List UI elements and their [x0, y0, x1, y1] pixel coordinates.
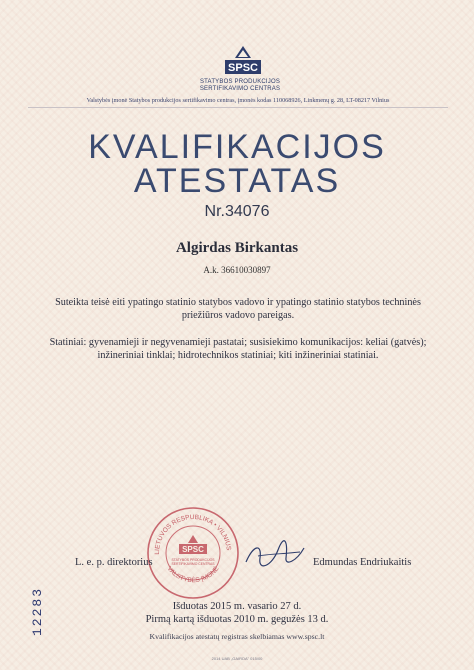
header-divider — [28, 107, 448, 108]
institution-line: Valstybės įmonė Statybos produkcijos sertifikavimo centras, įmonės kodas 110068926, Linkmenų g. 28, LT-08217 Vilnius — [86, 97, 390, 104]
stamp-inner-sub-1: STATYBOS PRODUKCIJOS — [171, 558, 215, 562]
logo-subtitle-line-1: STATYBOS PRODUKCIJOS — [199, 79, 281, 85]
holder-name: Algirdas Birkantas — [175, 240, 299, 256]
logo-text: SPSC — [228, 62, 258, 74]
official-stamp — [145, 505, 241, 601]
stamp-inner-logo: SPSC — [182, 545, 204, 554]
logo-subtitle — [180, 79, 300, 93]
first-issue-date: Pirmą kartą išduotas 2010 m. gegužės 13 d. — [145, 614, 329, 625]
spsc-logo — [221, 44, 265, 84]
handwritten-signature — [242, 536, 312, 572]
title-line-2: ATESTATAS — [133, 162, 341, 200]
certificate-number: Nr.34076 — [204, 203, 270, 220]
registry-note: Kvalifikacijos atestatų registras skelbiamas www.spsc.lt — [149, 632, 325, 641]
serial-number: 12283 — [30, 586, 45, 636]
stamp-outer-text: LIETUVOS RESPUBLIKA • VILNIUS — [153, 513, 232, 555]
title-line-1: KVALIFIKACIJOS — [88, 128, 386, 166]
signatory-name: Edmundas Endriukaitis — [313, 557, 412, 568]
issue-date: Išduotas 2015 m. vasario 27 d. — [172, 601, 302, 612]
scope-text: Statiniai: gyvenamieji ir negyvenamieji pastatai; susisiekimo komunikacijos: keliai (gatvės); inžineriniai tinklai; hidrotechnikos statiniai; kiti inžineriniai statiniai. — [49, 337, 427, 361]
grant-text: Suteikta teisė eiti ypatingo statinio statybos vadovo ir ypatingo statinio statybos techninės priežiūros vadovo pareigas. — [55, 297, 421, 321]
personal-code: A.k. 36610030897 — [203, 265, 271, 275]
logo-subtitle-line-2: SERTIFIKAVIMO CENTRAS — [199, 86, 281, 92]
svg-text:VALSTYBĖS ĮMONĖ — [166, 564, 221, 585]
signatory-title: L. e. p. direktorius — [75, 557, 153, 568]
stamp-bottom-text: VALSTYBĖS ĮMONĖ — [165, 565, 221, 585]
stamp-inner-sub-2: SERTIFIKAVIMO CENTRAS — [171, 562, 215, 566]
printer-mark: 2014 UAB „GAIRDA" 015/00 — [211, 656, 263, 661]
